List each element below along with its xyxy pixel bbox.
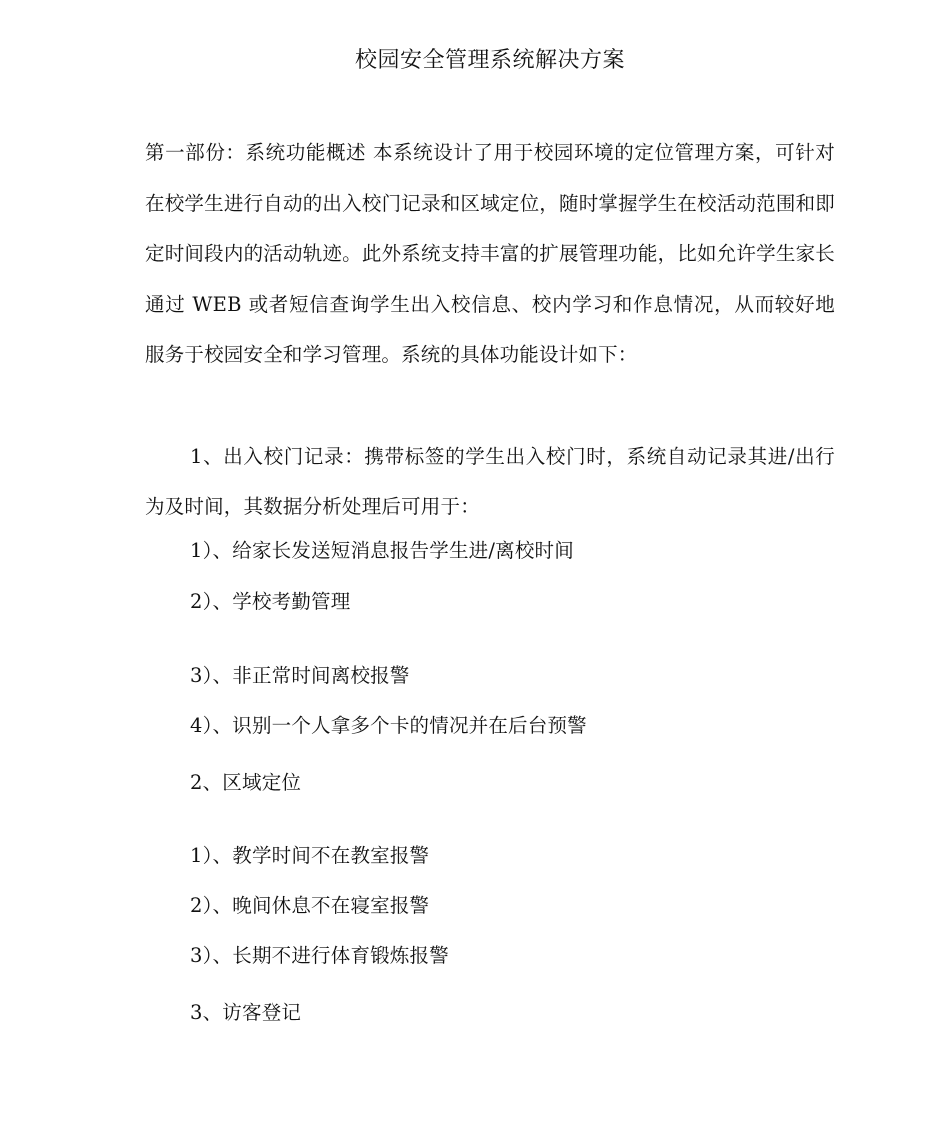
section2-item-3: 3）、长期不进行体育锻炼报警 [190, 944, 449, 967]
section2-heading: 2、区域定位 [190, 771, 302, 794]
section1-item-2: 2）、学校考勤管理 [190, 590, 351, 613]
section3-heading: 3、访客登记 [190, 1001, 302, 1024]
section1-item-4: 4）、识别一个人拿多个卡的情况并在后台预警 [190, 714, 587, 737]
intro-paragraph: 第一部份：系统功能概述 本系统设计了用于校园环境的定位管理方案，可针对在校学生进行自动的出入校门记录和区域定位，随时掌握学生在校活动范围和即定时间段内的活动轨迹。此外系统支持丰富的扩展管理功能，比如允许学生家长通过 WEB 或者短信查询学生出入校信息、校内学习和作息情况，从而较好地服务于校园安全和学习管理。系统的具体功能设计如下： [145, 141, 835, 366]
section1-item-1: 1）、给家长发送短消息报告学生进/离校时间 [190, 539, 574, 562]
section2-item-1: 1）、教学时间不在教室报警 [190, 844, 430, 867]
document-title: 校园安全管理系统解决方案 [354, 48, 625, 73]
section2-item-2: 2）、晚间休息不在寝室报警 [190, 894, 430, 917]
section1-item-3: 3）、非正常时间离校报警 [190, 664, 410, 687]
section1-paragraph: 1、出入校门记录：携带标签的学生出入校门时，系统自动记录其进/出行为及时间，其数据分析处理后可用于： [145, 445, 835, 518]
